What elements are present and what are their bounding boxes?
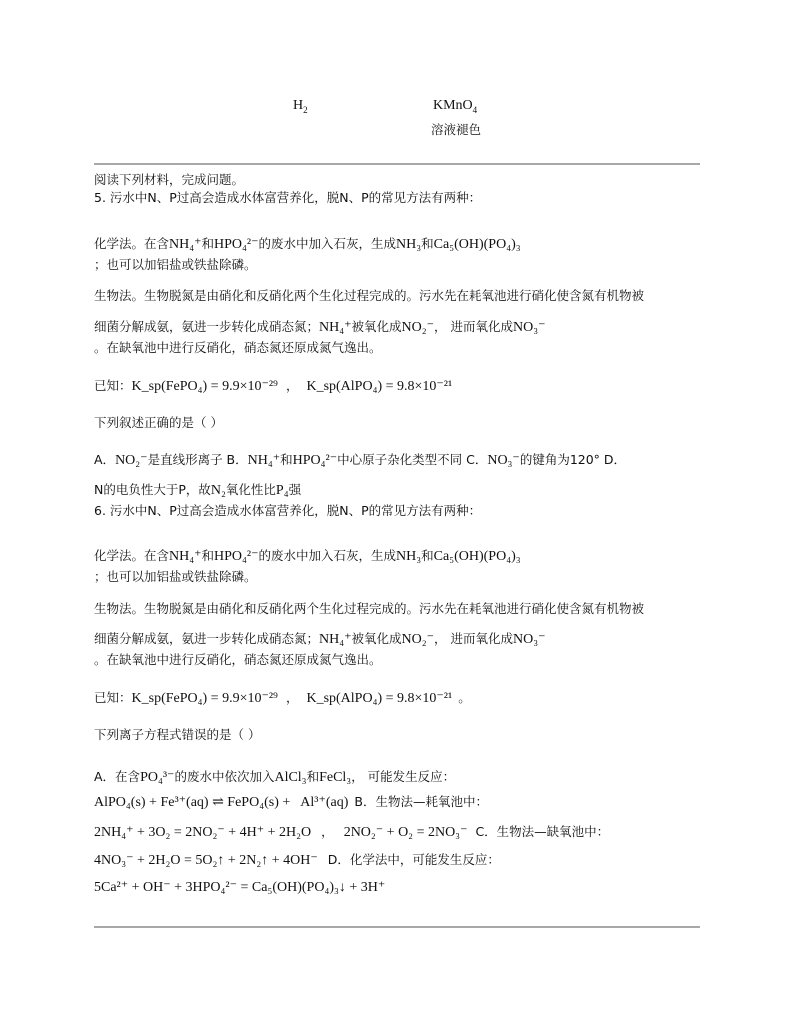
equation-b-2: 2NO₂⁻ + O₂ = 2NO₃⁻	[343, 825, 468, 840]
option-a-text-2: ， 可能发生反应：	[351, 769, 456, 784]
option-b-label: B．生物法—耗氧池中：	[354, 794, 488, 809]
known-label: 已知：	[94, 378, 132, 393]
option-d-text: N的电负性大于P，故	[94, 482, 211, 497]
no2-formula: NO₂⁻	[401, 632, 435, 647]
q5-bio-3: 。在缺氧池中进行反硝化，硝态氮还原成氮气逸出。	[94, 340, 382, 355]
q6-option-a-line	[94, 767, 455, 786]
q5-question: 下列叙述正确的是（ ）	[94, 415, 223, 430]
no3-formula: NO₃⁻	[487, 453, 520, 468]
q6-bio-2b: 被氧化成	[351, 631, 402, 646]
q6-eq-b-line	[94, 822, 609, 841]
comma: ，	[285, 690, 299, 705]
kmno4-text: KMnO	[433, 98, 473, 113]
q5-bio-2b: 被氧化成	[351, 319, 402, 334]
q5-option-d-line	[94, 480, 301, 499]
q6-chem-b: 和	[201, 548, 215, 563]
q6-question: 下列离子方程式错误的是（ ）	[94, 727, 261, 742]
option-c-text: 的键角为120° D．	[519, 452, 627, 467]
hpo4-formula: HPO₄²⁻	[214, 549, 259, 564]
option-a-and: 和	[306, 769, 320, 784]
q5-bio-2a: 细菌分解成氨，氨进一步转化成硝态氮；	[94, 319, 320, 334]
no2-formula: NO₂⁻	[401, 320, 435, 335]
kmno4-subscript: 4	[472, 104, 478, 115]
q5-chem-d: 和	[421, 236, 434, 251]
ksp-fepo4: K_sp(FePO₄) = 9.9×10⁻²⁹	[131, 379, 278, 394]
hpo4-formula: HPO₄²⁻	[292, 453, 338, 468]
nh4-formula: NH₄⁺	[169, 237, 202, 252]
q6-bio-2a: 细菌分解成氨，氨进一步转化成硝态氮；	[94, 631, 320, 646]
equation-a-right: Al³⁺(aq)	[300, 795, 349, 810]
q5-bio-2c: ， 进而氧化成	[434, 319, 514, 334]
equation-d: 5Ca²⁺ + OH⁻ + 3HPO₄²⁻ = Ca₅(OH)(PO₄)₃↓ + 3H⁺	[94, 880, 386, 895]
no3-formula: NO₃⁻	[513, 632, 546, 647]
h2-text: H	[293, 98, 304, 113]
q5-known	[94, 376, 452, 395]
option-b-text: 中心原子杂化类型不同 C．	[337, 452, 488, 467]
ksp-alpo4: K_sp(AlPO₄) = 9.8×10⁻²¹	[306, 379, 453, 394]
n2-formula: N₂	[210, 483, 226, 498]
q6-chem-line	[94, 546, 521, 565]
comma: ，	[285, 378, 299, 393]
q6-eq-a-line	[94, 792, 488, 811]
q6-stem: 6. 污水中N、P过高会造成水体富营养化，脱N、P的常见方法有两种：	[94, 503, 482, 518]
q6-chem-end: ；也可以加铝盐或铁盐除磷。	[94, 569, 257, 584]
q5-chem-b: 和	[201, 236, 215, 251]
q6-chem-c: 的废水中加入石灰，生成	[258, 548, 397, 563]
ksp-alpo4: K_sp(AlPO₄) = 9.8×10⁻²¹	[306, 691, 453, 706]
p4-formula: P₄	[275, 483, 289, 498]
nh4-formula: NH₄⁺	[247, 453, 281, 468]
equation-a-left: AlPO₄(s) + Fe³⁺(aq) ⇌ FePO₄(s) +	[94, 795, 291, 810]
q5-options-line	[94, 450, 626, 469]
option-d-text-2: 氧化性比	[225, 482, 276, 497]
no2-formula: NO₂⁻	[115, 453, 148, 468]
equation-c: 4NO₃⁻ + 2H₂O = 5O₂↑ + 2N₂↑ + 4OH⁻	[94, 853, 318, 868]
alcl3-formula: AlCl₃	[274, 770, 307, 785]
ca5-formula: Ca₅(OH)(PO₄)₃	[433, 549, 521, 564]
q5-chem-c: 的废水中加入石灰，生成	[258, 236, 397, 251]
no3-formula: NO₃⁻	[513, 320, 546, 335]
option-c-label: C．生物法—缺氧池中：	[475, 824, 610, 839]
option-a-label: A．	[94, 452, 116, 467]
q5-chem-end: ；也可以加铝盐或铁盐除磷。	[94, 257, 257, 272]
option-a-text: 的废水中依次加入	[174, 769, 275, 784]
h2-subscript: 2	[303, 104, 308, 115]
q5-chem-a: 化学法。在含	[94, 236, 170, 251]
q6-eq-c-line	[94, 850, 500, 869]
nh4-formula: NH₄⁺	[319, 320, 352, 335]
q6-bio-3: 。在缺氧池中进行反硝化，硝态氮还原成氮气逸出。	[94, 652, 382, 667]
kmno4-formula	[433, 98, 477, 114]
divider-top	[94, 163, 700, 165]
option-b-and: 和	[280, 452, 293, 467]
nh3-formula: NH₃	[396, 237, 422, 252]
option-d-text-3: 强	[288, 482, 302, 497]
intro-text: 阅读下列材料，完成问题。	[94, 172, 245, 187]
nh4-formula: NH₄⁺	[319, 632, 352, 647]
q6-eq-d-line	[94, 879, 385, 896]
nh4-formula: NH₄⁺	[169, 549, 202, 564]
nh3-formula: NH₃	[396, 549, 422, 564]
q5-bio-2	[94, 317, 546, 336]
q6-chem-d: 和	[421, 548, 434, 563]
fecl3-formula: FeCl₃	[319, 770, 352, 785]
option-d-label: D．化学法中，可能发生反应：	[327, 852, 500, 867]
equation-b-1: 2NH₄⁺ + 3O₂ = 2NO₂⁻ + 4H⁺ + 2H₂O	[94, 825, 312, 840]
po4-formula: PO₄³⁻	[140, 770, 175, 785]
ksp-fepo4: K_sp(FePO₄) = 9.9×10⁻²⁹	[131, 691, 278, 706]
q5-stem: 5. 污水中N、P过高会造成水体富营养化，脱N、P的常见方法有两种：	[94, 190, 482, 205]
q5-bio-1: 生物法。生物脱氮是由硝化和反硝化两个生化过程完成的。污水先在耗氧池进行硝化使含氮有机物被	[94, 288, 645, 303]
q6-bio-2c: ， 进而氧化成	[434, 631, 514, 646]
fade-label: 溶液褪色	[431, 122, 482, 137]
hpo4-formula: HPO₄²⁻	[214, 237, 259, 252]
q5-chem-line	[94, 234, 521, 253]
divider-bottom	[94, 926, 700, 928]
q6-known	[94, 688, 471, 707]
option-a-text: 是直线形离子 B．	[147, 452, 248, 467]
h2-formula	[293, 98, 308, 114]
q6-chem-a: 化学法。在含	[94, 548, 170, 563]
known-label: 已知：	[94, 690, 132, 705]
period: 。	[458, 690, 471, 705]
q6-bio-1: 生物法。生物脱氮是由硝化和反硝化两个生化过程完成的。污水先在耗氧池进行硝化使含氮有机物被	[94, 601, 645, 616]
option-a-label: A．在含	[94, 769, 141, 784]
q6-bio-2	[94, 629, 546, 648]
ca5-formula: Ca₅(OH)(PO₄)₃	[433, 237, 521, 252]
comma: ，	[321, 824, 334, 839]
